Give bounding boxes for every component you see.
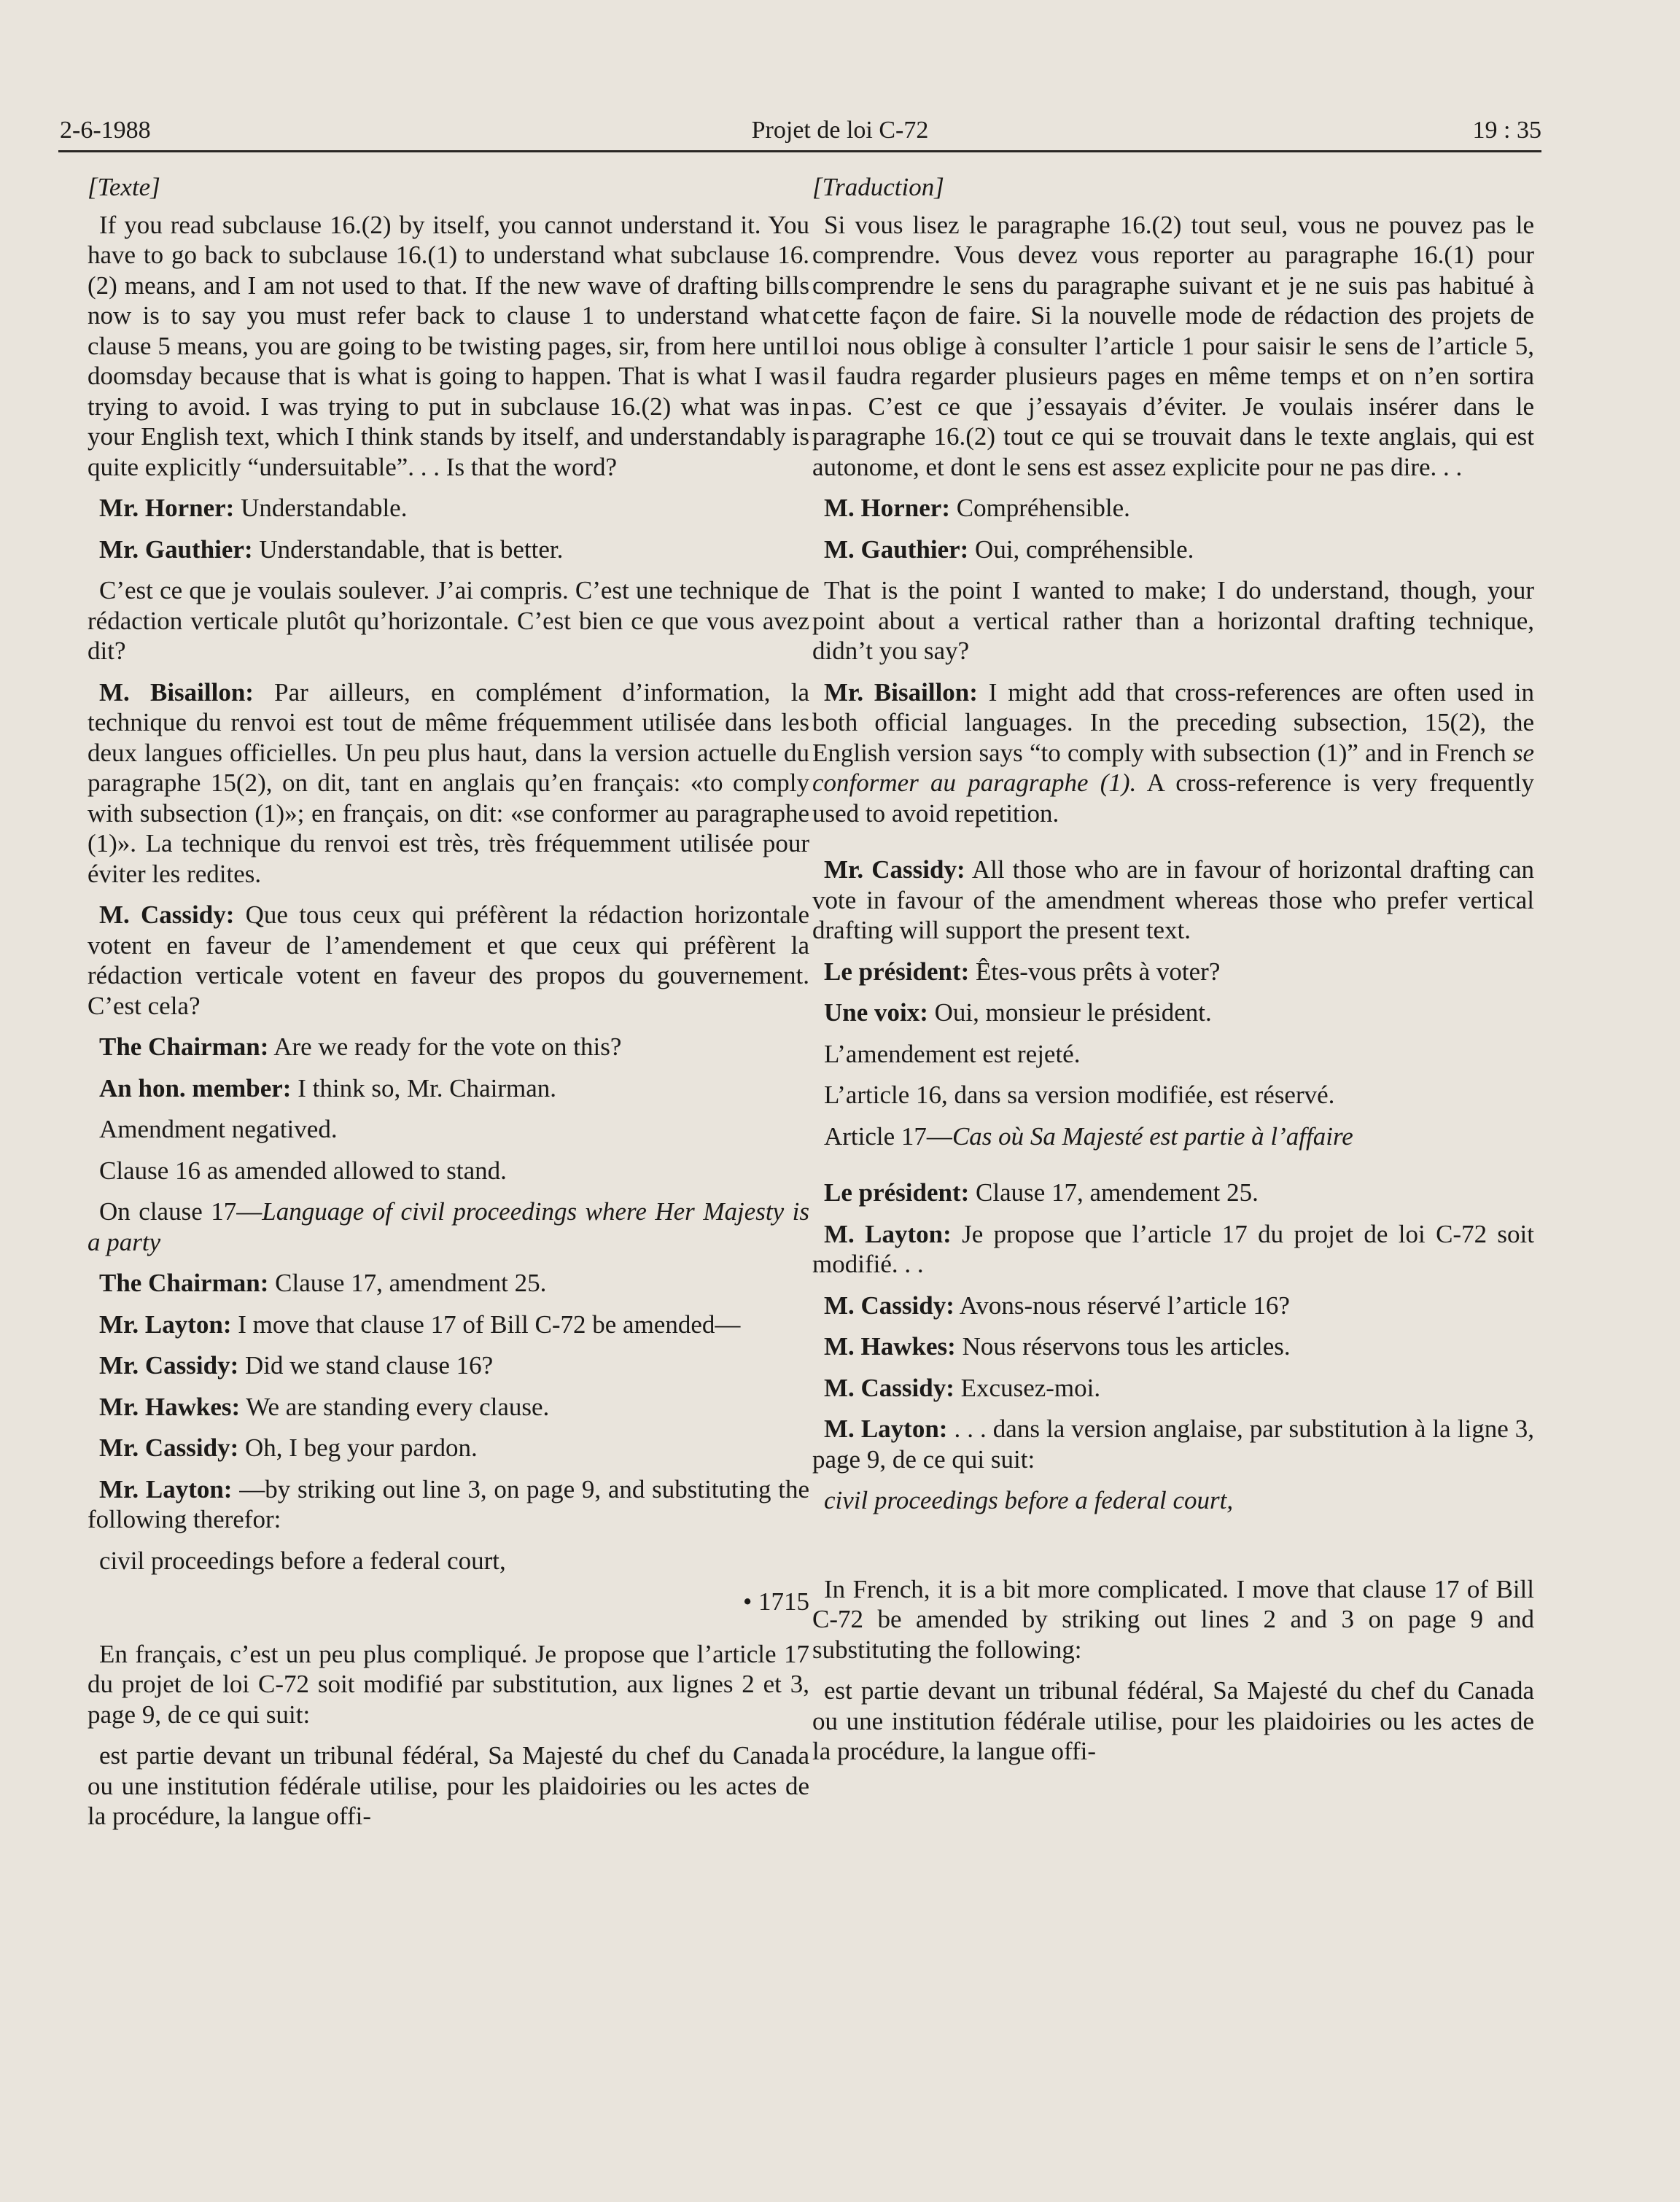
language-tag: [Texte] bbox=[88, 173, 160, 201]
speech-text: Understandable, that is better. bbox=[259, 534, 564, 564]
speech bbox=[88, 1073, 809, 1104]
speaker: Mr. Layton: bbox=[99, 1310, 232, 1339]
page-date: 2-6-1988 bbox=[60, 117, 151, 144]
paragraph: In French, it is a bit more complicated. I move that clause 17 of Bill C-72 be amended by striking out lines 2 and 3 on page 9 and substituting the following: bbox=[812, 1574, 1534, 1664]
speaker: The Chairman: bbox=[99, 1032, 269, 1061]
speech-text: Excusez-moi. bbox=[960, 1373, 1101, 1402]
speech-text: Avons-nous réservé l’article 16? bbox=[959, 1291, 1290, 1320]
left-column bbox=[88, 172, 809, 1843]
speaker: M. Cassidy: bbox=[99, 900, 235, 929]
speech bbox=[88, 1392, 809, 1423]
speech-text: I think so, Mr. Chairman. bbox=[298, 1073, 557, 1102]
page-title: Projet de loi C-72 bbox=[751, 117, 929, 144]
speech bbox=[812, 997, 1534, 1028]
speaker: M. Gauthier: bbox=[824, 534, 969, 564]
speech-text: Oui, compréhensible. bbox=[975, 534, 1194, 564]
speech bbox=[88, 534, 809, 565]
speech-text: We are standing every clause. bbox=[246, 1392, 550, 1421]
speaker: M. Layton: bbox=[824, 1415, 948, 1443]
speech bbox=[88, 1433, 809, 1463]
speech-text: —by striking out line 3, on page 9, and substituting the following therefor: bbox=[88, 1474, 809, 1533]
speech-text-italic: se conformer au paragraphe (1). bbox=[812, 738, 1534, 797]
speaker: Mr. Bisaillon: bbox=[824, 677, 978, 707]
clause-heading: On clause 17—Language of civil proceedings where Her Majesty is a party bbox=[88, 1197, 809, 1256]
speech-text: Understandable. bbox=[241, 494, 408, 522]
speaker: The Chairman: bbox=[99, 1269, 269, 1297]
speech-text: Nous réservons tous les articles. bbox=[962, 1332, 1291, 1361]
speech-text: Are we ready for the vote on this? bbox=[273, 1032, 622, 1061]
speaker: Mr. Cassidy: bbox=[99, 1433, 239, 1462]
quoted-text: est partie devant un tribunal fédéral, Sa Majesté du chef du Canada ou une institution fédérale utilise, pour les plaidoiries ou les actes de la procédure, la langue offi- bbox=[812, 1676, 1534, 1765]
speech-text: Oh, I beg your pardon. bbox=[244, 1433, 478, 1462]
speaker: M. Layton: bbox=[824, 1219, 952, 1248]
speaker: Mr. Cassidy: bbox=[824, 855, 965, 884]
speech bbox=[812, 1331, 1534, 1362]
right-column bbox=[812, 172, 1534, 1778]
speaker: M. Horner: bbox=[824, 494, 950, 522]
speaker: M. Cassidy: bbox=[824, 1373, 954, 1402]
speech-text: A cross-reference is very frequently used to avoid repetition. bbox=[812, 769, 1534, 828]
speech bbox=[812, 1373, 1534, 1404]
header-rule bbox=[58, 150, 1541, 152]
speech-text: Oui, monsieur le président. bbox=[934, 998, 1212, 1027]
speech bbox=[88, 1474, 809, 1535]
timestamp: • 1715 bbox=[742, 1587, 809, 1616]
language-tag: [Traduction] bbox=[812, 173, 944, 201]
paragraph: Si vous lisez le paragraphe 16.(2) tout seul, vous ne pouvez pas le comprendre. Vous devez vous reporter au paragraphe 16.(1) pour comprendre le sens du paragraphe suivant et je ne suis pas habitué à cette façon de faire. Si la nouvelle mode de rédaction des projets de loi nous oblige à consulter l’article 1 pour saisir le sens de l’article 5, il faudra regarder plusieurs pages en même temps et on n’en sortira pas. C’est ce que j’essayais d’éviter. Je voulais insérer dans le paragraphe 16.(2) tout ce qui se trouvait dans le texte anglais, qui est autonome, et dont le sens est assez explicite pour ne pas dire. . . bbox=[812, 210, 1534, 481]
speech bbox=[88, 677, 809, 890]
speech bbox=[812, 1414, 1534, 1474]
speaker: Le président: bbox=[824, 1178, 970, 1207]
speech bbox=[812, 1178, 1534, 1208]
speech-text: Did we stand clause 16? bbox=[244, 1351, 494, 1380]
procedural-note: Clause 16 as amended allowed to stand. bbox=[99, 1156, 507, 1185]
speaker: An hon. member: bbox=[99, 1073, 292, 1102]
speaker: M. Cassidy: bbox=[824, 1291, 954, 1320]
speech bbox=[88, 1268, 809, 1299]
speech-text: Êtes-vous prêts à voter? bbox=[976, 957, 1221, 986]
speech bbox=[88, 1310, 809, 1340]
speech bbox=[812, 493, 1534, 524]
speaker: M. Hawkes: bbox=[824, 1332, 956, 1361]
speech-text: I move that clause 17 of Bill C-72 be amended— bbox=[238, 1310, 741, 1339]
speech bbox=[812, 1219, 1534, 1280]
speech-text: . . . dans la version anglaise, par substitution à la ligne 3, page 9, de ce qui suit: bbox=[812, 1415, 1535, 1474]
speech bbox=[88, 1032, 809, 1062]
paragraph: C’est ce que je voulais soulever. J’ai compris. C’est une technique de rédaction verticale plutôt qu’horizontale. C’est bien ce que vous avez dit? bbox=[88, 576, 809, 665]
speech bbox=[88, 1350, 809, 1381]
speaker: Le président: bbox=[824, 957, 970, 986]
speaker: M. Bisaillon: bbox=[99, 677, 254, 707]
paragraph: If you read subclause 16.(2) by itself, you cannot understand it. You have to go back to subclause 16.(1) to understand what subclause 16.(2) means, and I am not used to that. If the new wave of drafting bills now is to say you must refer back to clause 1 to understand what clause 5 means, you are going to be twisting pages, sir, from here until doomsday because that is what is going to happen. That is what I was trying to avoid. I was trying to put in subclause 16.(2) what was in your English text, which I think stands by itself, and understandably is quite explicitly “undersuitable”. . . Is that the word? bbox=[88, 210, 809, 481]
speech-text: All those who are in favour of horizontal drafting can vote in favour of the amendment whereas those who prefer vertical drafting will support the present text. bbox=[812, 855, 1535, 944]
clause-heading: Article 17—Cas où Sa Majesté est partie à l’affaire bbox=[824, 1121, 1353, 1151]
speech bbox=[812, 677, 1534, 829]
speech-text: Compréhensible. bbox=[956, 494, 1130, 522]
speech-text: Je propose que l’article 17 du projet de loi C-72 soit modifié. . . bbox=[812, 1219, 1534, 1278]
speech bbox=[88, 493, 809, 524]
speech bbox=[812, 957, 1534, 987]
procedural-note: L’amendement est rejeté. bbox=[824, 1039, 1081, 1068]
speech-text: Par ailleurs, en complément d’information, la technique du renvoi est tout de même fréquemment utilisée dans les deux langues officielles. Un peu plus haut, dans la version actuelle du paragraphe 15(2), on dit, tant en anglais qu’en français: «to comply with subsection (1)»; en français, on dit: «se conformer au paragraphe (1)». La technique du renvoi est très, très fréquemment utilisée pour éviter les redites. bbox=[88, 677, 809, 888]
procedural-note: Amendment negatived. bbox=[99, 1115, 338, 1143]
speaker: Mr. Cassidy: bbox=[99, 1351, 239, 1380]
speech bbox=[812, 855, 1534, 946]
paragraph: That is the point I wanted to make; I do understand, though, your point about a vertical rather than a horizontal drafting technique, didn’t you say? bbox=[812, 576, 1534, 665]
speech-text: Clause 17, amendement 25. bbox=[976, 1178, 1259, 1207]
speaker: Mr. Hawkes: bbox=[99, 1392, 241, 1421]
quoted-text: civil proceedings before a federal court, bbox=[824, 1486, 1234, 1514]
speech-text: Que tous ceux qui préfèrent la rédaction horizontale votent en faveur de l’amendement et que ceux qui préfèrent la rédaction verticale votent en faveur des propos du gouvernement. C’est cela? bbox=[88, 900, 810, 1020]
speech bbox=[812, 534, 1534, 565]
speaker: Une voix: bbox=[824, 998, 928, 1027]
speaker: Mr. Layton: bbox=[99, 1474, 233, 1503]
procedural-note: L’article 16, dans sa version modifiée, est réservé. bbox=[824, 1081, 1335, 1109]
speech bbox=[812, 1291, 1534, 1321]
quoted-text: est partie devant un tribunal fédéral, Sa Majesté du chef du Canada ou une institution fédérale utilise, pour les plaidoiries ou les actes de la procédure, la langue offi- bbox=[88, 1741, 809, 1830]
speech-text: Clause 17, amendment 25. bbox=[275, 1269, 547, 1297]
speaker: Mr. Gauthier: bbox=[99, 534, 253, 564]
speaker: Mr. Horner: bbox=[99, 494, 235, 522]
speech bbox=[88, 900, 809, 1021]
quoted-text: civil proceedings before a federal court, bbox=[99, 1546, 506, 1575]
paragraph: En français, c’est un peu plus compliqué. Je propose que l’article 17 du projet de loi C-72 soit modifié par substitution, aux lignes 2 et 3, page 9, de ce qui suit: bbox=[88, 1639, 809, 1729]
speech-text: I might add that cross-references are often used in both official languages. In the preceding subsection, 15(2), the English version says “to comply with subsection (1)” and in French bbox=[812, 677, 1535, 767]
page-number: 19 : 35 bbox=[1472, 117, 1541, 144]
